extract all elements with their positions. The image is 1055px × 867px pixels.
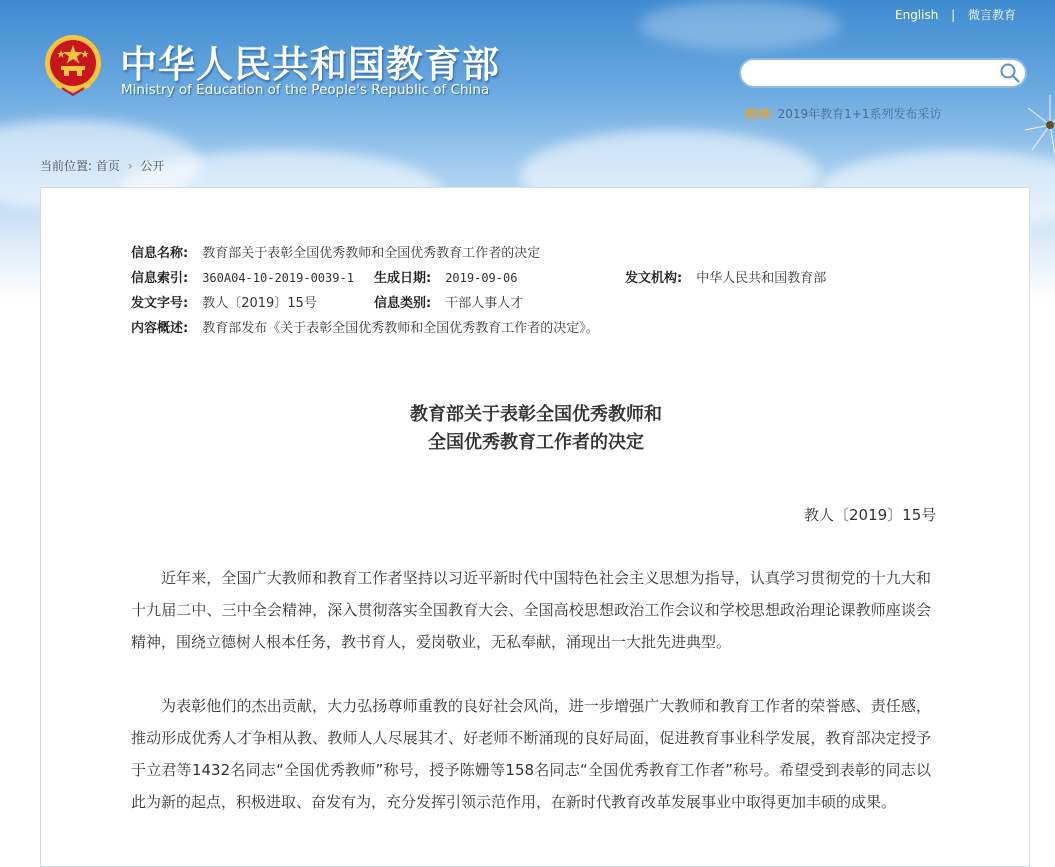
document-title-line2: 全国优秀教育工作者的决定: [428, 432, 644, 453]
meta-category-label: 信息类别:: [374, 296, 432, 311]
cloud-decoration: [640, 0, 840, 50]
hot-link[interactable]: 2019年教育1+1系列发布采访: [777, 107, 942, 121]
meta-summary-row: [131, 317, 599, 336]
breadcrumb-prefix: 当前位置:: [40, 159, 93, 173]
meta-name-row: [131, 242, 540, 261]
meta-index-label: 信息索引:: [131, 271, 189, 286]
meta-org-row: [625, 267, 826, 286]
meta-docno-label: 发文字号:: [131, 296, 189, 311]
site-title: 中华人民共和国教育部: [120, 43, 500, 86]
weiyan-link[interactable]: 微言教育: [968, 8, 1017, 22]
national-emblem-icon: [42, 33, 104, 97]
meta-name-label: 信息名称:: [131, 246, 189, 261]
search-icon[interactable]: [999, 62, 1021, 84]
document-paragraph: 为表彰他们的杰出贡献，大力弘扬尊师重教的良好社会风尚，进一步增强广大教师和教育工作者的荣誉感、责任感，推动形成优秀人才争相从教、教师人人尽展其才、好老师不断涌现的良好局面，促进教育事业科学发展，教育部决定授予于立君等1432名同志“全国优秀教师”称号，授予陈姗等158名同志“全国优秀教育工作者”称号。希望受到表彰的同志以此为新的起点，积极进取、奋发有为，充分发挥引领示范作用，在新时代教育改革发展事业中取得更加丰硕的成果。: [131, 697, 931, 811]
meta-category-value: 干部人事人才: [445, 296, 524, 311]
document-title-line1: 教育部关于表彰全国优秀教师和: [410, 404, 662, 425]
dandelion-decoration-icon: [1020, 90, 1055, 160]
breadcrumb-separator: ›: [127, 159, 133, 173]
breadcrumb-public[interactable]: 公开: [140, 159, 165, 173]
meta-docno-row: [131, 292, 317, 311]
meta-index-value: 360A04-10-2019-0039-1: [202, 271, 354, 285]
meta-date-row: [374, 267, 517, 286]
meta-date-value: 2019-09-06: [445, 271, 518, 285]
meta-index-row: [131, 267, 354, 286]
meta-org-value: 中华人民共和国教育部: [696, 271, 827, 286]
link-separator: |: [951, 8, 956, 22]
hot-words: [745, 105, 942, 122]
english-link[interactable]: English: [895, 8, 939, 22]
meta-date-label: 生成日期:: [374, 271, 432, 286]
meta-category-row: [374, 292, 523, 311]
search-input[interactable]: [751, 63, 995, 85]
hot-label: 热词:: [745, 107, 774, 121]
document-paragraph: 近年来，全国广大教师和教育工作者坚持以习近平新时代中国特色社会主义思想为指导，认真学习贯彻党的十九大和十九届二中、三中全会精神，深入贯彻落实全国教育大会、全国高校思想政治工作会议和学校思想政治理论课教师座谈会精神，围绕立德树人根本任务，教书育人，爱岗敬业，无私奉献，涌现出一大批先进典型。: [131, 569, 931, 651]
site-subtitle: Ministry of Education of the People's Republic of China: [121, 82, 490, 98]
document-number: 教人〔2019〕15号: [804, 506, 937, 524]
top-links: [895, 6, 1016, 23]
breadcrumb-home[interactable]: 首页: [95, 159, 120, 173]
breadcrumb: [40, 157, 164, 174]
content-panel: [40, 187, 1030, 867]
search-box: [739, 58, 1027, 88]
meta-summary-value: 教育部发布《关于表彰全国优秀教师和全国优秀教育工作者的决定》。: [202, 321, 599, 336]
meta-name-value: 教育部关于表彰全国优秀教师和全国优秀教育工作者的决定: [202, 246, 541, 261]
meta-summary-label: 内容概述:: [131, 321, 189, 336]
document-title: [41, 401, 1031, 457]
meta-docno-value: 教人〔2019〕15号: [202, 296, 317, 311]
meta-org-label: 发文机构:: [625, 271, 683, 286]
